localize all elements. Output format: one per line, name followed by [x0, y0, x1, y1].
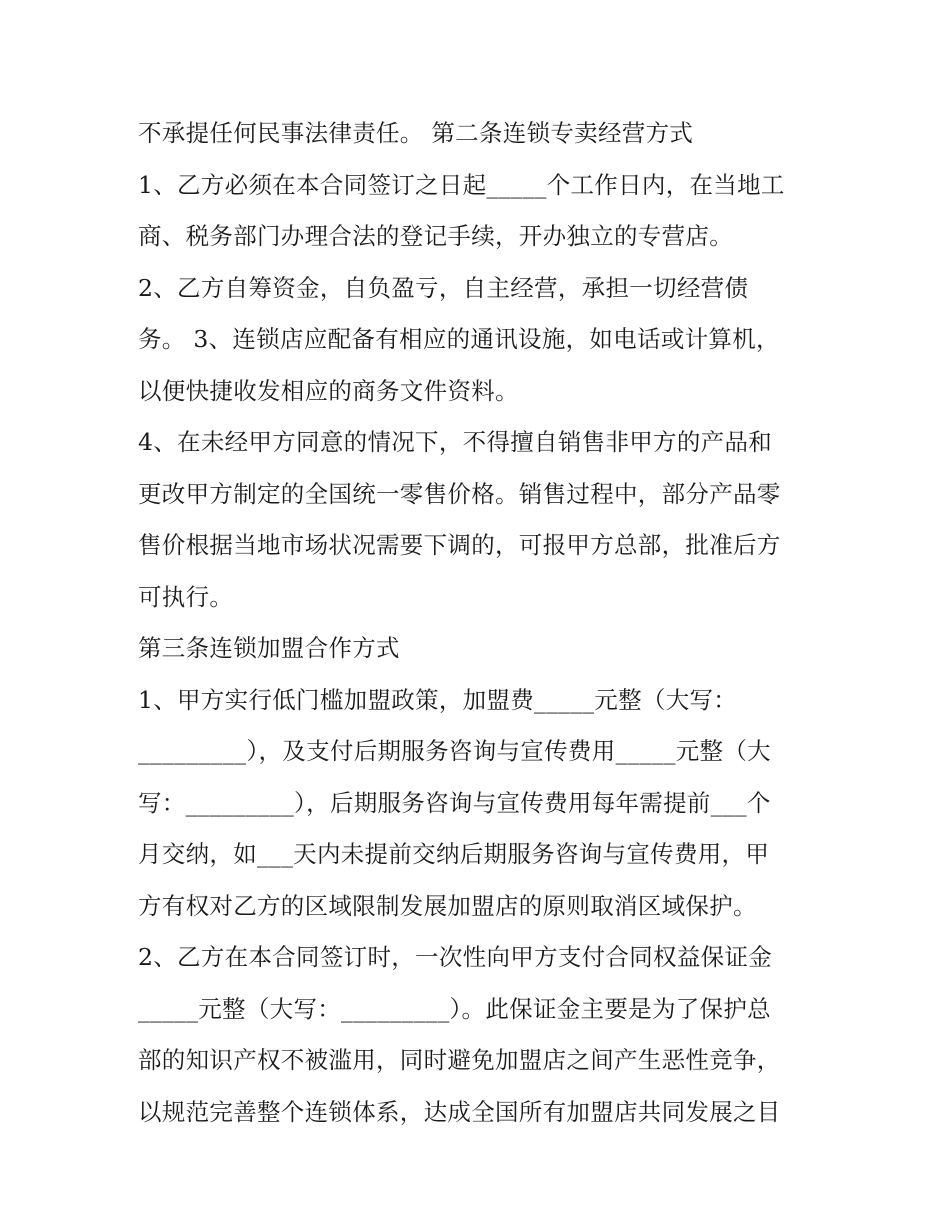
text-line: 1、乙方必须在本合同签订之日起_____个工作日内，在当地工	[138, 170, 785, 199]
contract-text	[138, 108, 818, 1138]
text-line: 写：_________），后期服务咨询与宣传费用每年需提前___个	[138, 788, 771, 817]
text-line: 务。 3、连锁店应配备有相应的通讯设施，如电话或计算机，	[138, 325, 780, 353]
text-line: 2、乙方在本合同签订时，一次性向甲方支付合同权益保证金	[138, 943, 773, 971]
text-line: 2、乙方自筹资金，自负盈亏，自主经营，承担一切经营债	[138, 273, 749, 302]
text-line: 4、在未经甲方同意的情况下，不得擅自销售非甲方的产品和	[138, 428, 773, 456]
text-line: 方有权对乙方的区域限制发展加盟店的原则取消区域保护。	[138, 891, 757, 920]
text-line: 售价根据当地市场状况需要下调的，可报甲方总部，批准后方	[138, 531, 781, 559]
text-line: 以便快捷收发相应的商务文件资料。	[138, 376, 519, 405]
text-line: 部的知识产权不被滥用，同时避免加盟店之间产生恶性竞争，	[138, 1046, 781, 1074]
text-line: 1、甲方实行低门槛加盟政策，加盟费_____元整（大写：	[138, 685, 738, 714]
section-heading: 第三条连锁加盟合作方式	[138, 634, 400, 662]
text-line: 不承提任何民事法律责任。 第二条连锁专卖经营方式	[138, 119, 694, 147]
text-line: _________），及支付后期服务咨询与宣传费用_____元整（大	[138, 737, 771, 765]
text-line: 可执行。	[138, 582, 234, 611]
text-line: 以规范完善整个连锁体系，达成全国所有加盟店共同发展之目	[138, 1097, 781, 1126]
text-line: 月交纳，如___天内未提前交纳后期服务咨询与宣传费用，甲	[138, 840, 770, 868]
text-line: _____元整（大写：_________）。此保证金主要是为了保护总	[138, 994, 771, 1023]
text-line: 商、税务部门办理合法的登记手续，开办独立的专营店。	[138, 222, 733, 250]
text-line: 更改甲方制定的全国统一零售价格。销售过程中，部分产品零	[138, 479, 781, 508]
